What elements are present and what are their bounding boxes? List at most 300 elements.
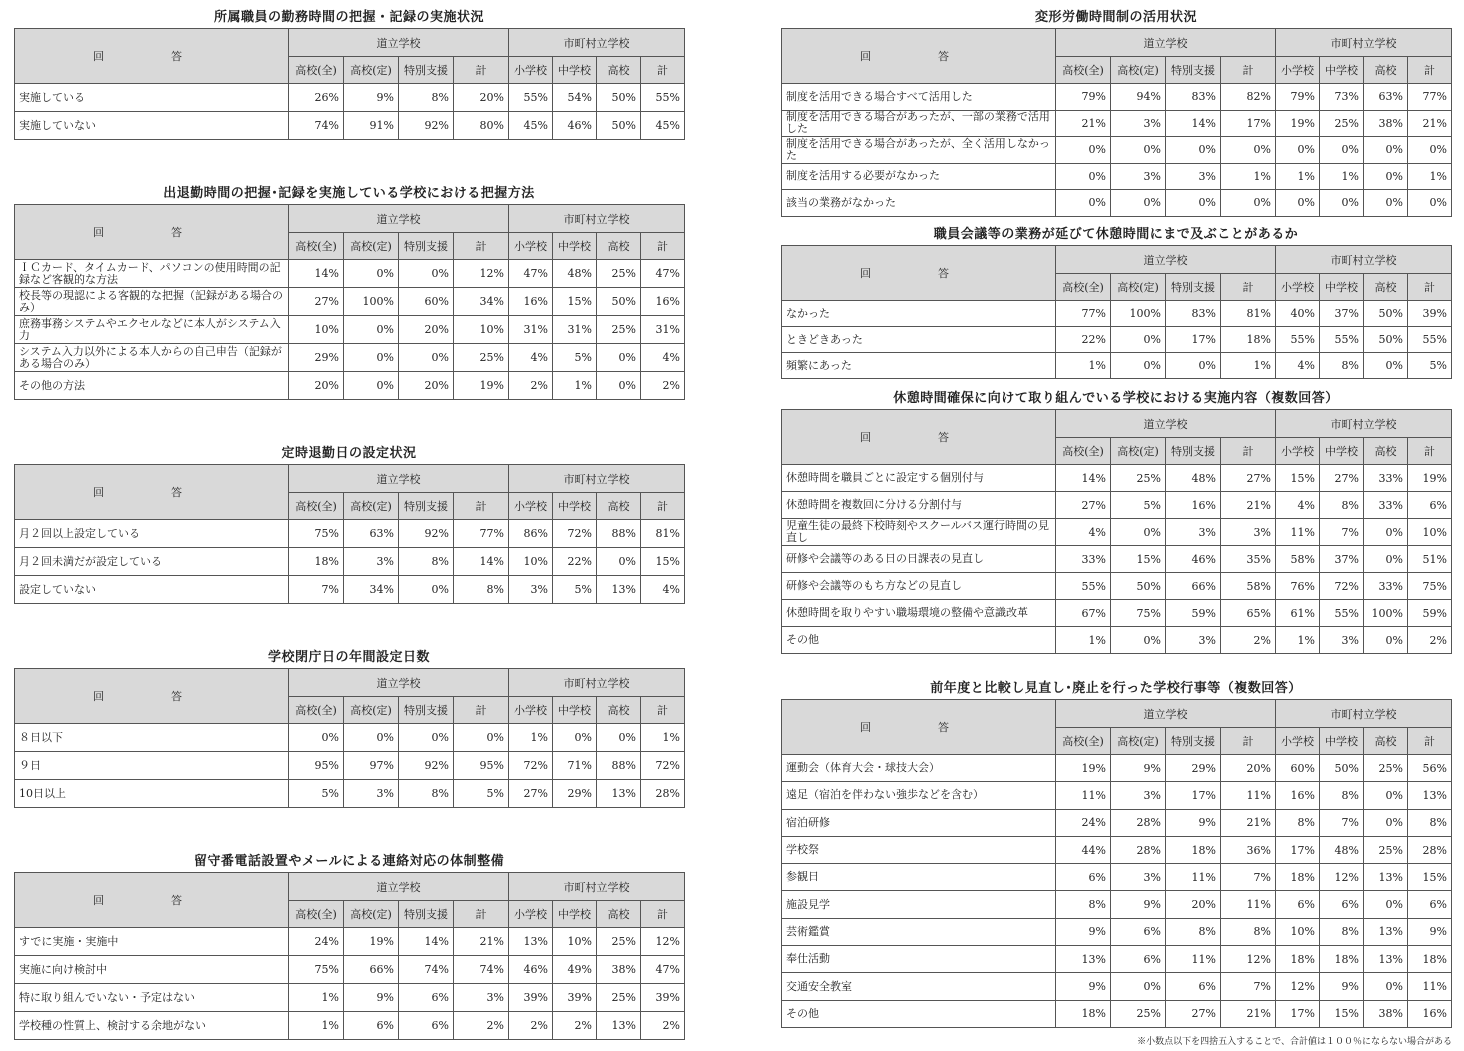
value-cell: 21% (1221, 1000, 1276, 1027)
value-cell: 49% (553, 956, 597, 984)
value-cell: 54% (553, 84, 597, 112)
section-flex-hours (781, 8, 1451, 217)
value-cell: 72% (509, 752, 553, 780)
column-header: 計 (1408, 274, 1452, 301)
value-cell: 25% (1111, 1000, 1166, 1027)
value-cell: 0% (399, 724, 454, 752)
value-cell: 11% (1166, 946, 1221, 973)
value-cell: 73% (1320, 84, 1364, 111)
value-cell: 47% (509, 260, 553, 288)
value-cell: 59% (1408, 600, 1452, 627)
value-cell: 83% (1166, 84, 1221, 111)
value-cell: 0% (553, 724, 597, 752)
value-cell: 2% (454, 1012, 509, 1040)
value-cell: 3% (1320, 627, 1364, 654)
value-cell: 63% (1364, 84, 1408, 111)
value-cell: 0% (399, 344, 454, 372)
row-label: 制度を活用する必要がなかった (782, 163, 1056, 190)
value-cell: 0% (1364, 627, 1408, 654)
value-cell: 6% (399, 1012, 454, 1040)
data-table (781, 28, 1452, 217)
header-row (782, 410, 1452, 438)
column-header: 計 (454, 233, 509, 260)
value-cell: 94% (1111, 84, 1166, 111)
value-cell: 18% (1276, 946, 1320, 973)
value-cell: 20% (399, 372, 454, 400)
value-cell: 37% (1320, 546, 1364, 573)
value-cell: 13% (1364, 946, 1408, 973)
value-cell: 8% (1320, 918, 1364, 945)
value-cell: 3% (344, 780, 399, 808)
value-cell: 44% (1056, 836, 1111, 863)
value-cell: 2% (641, 1012, 685, 1040)
value-cell: 6% (399, 984, 454, 1012)
value-cell: 46% (553, 112, 597, 140)
column-header: 高校(全) (1056, 728, 1111, 755)
row-label: その他 (782, 627, 1056, 654)
value-cell: 8% (1056, 891, 1111, 918)
group-header-prefectural: 道立学校 (289, 873, 509, 901)
value-cell: 65% (1221, 600, 1276, 627)
value-cell: 3% (1111, 110, 1166, 137)
value-cell: 10% (289, 316, 344, 344)
table-host (14, 204, 684, 400)
value-cell: 17% (1166, 327, 1221, 353)
value-cell: 16% (1276, 782, 1320, 809)
answer-header: 回 答 (15, 873, 289, 928)
data-table (781, 409, 1452, 654)
value-cell: 17% (1166, 782, 1221, 809)
value-cell: 18% (1056, 1000, 1111, 1027)
value-cell: 2% (509, 1012, 553, 1040)
value-cell: 67% (1056, 600, 1111, 627)
value-cell: 4% (641, 344, 685, 372)
column-header: 小学校 (1276, 57, 1320, 84)
value-cell: 55% (1408, 327, 1452, 353)
column-header: 計 (454, 697, 509, 724)
value-cell: 48% (553, 260, 597, 288)
column-header: 高校(定) (344, 697, 399, 724)
value-cell: 0% (1111, 137, 1166, 164)
column-header: 小学校 (1276, 438, 1320, 465)
row-label: 制度を活用できる場合すべて活用した (782, 84, 1056, 111)
table-row (15, 548, 685, 576)
section-title: 留守番電話設置やメールによる連絡対応の体制整備 (193, 854, 505, 869)
value-cell: 35% (1221, 546, 1276, 573)
value-cell: 11% (1166, 864, 1221, 891)
value-cell: 25% (1364, 836, 1408, 863)
column-header: 中学校 (1320, 274, 1364, 301)
value-cell: 50% (597, 288, 641, 316)
value-cell: 0% (1111, 190, 1166, 217)
value-cell: 28% (1111, 836, 1166, 863)
column-header: 特別支援 (399, 901, 454, 928)
row-label: すでに実施・実施中 (15, 928, 289, 956)
value-cell: 17% (1276, 836, 1320, 863)
value-cell: 14% (454, 548, 509, 576)
value-cell: 6% (1166, 973, 1221, 1000)
value-cell: 25% (597, 316, 641, 344)
value-cell: 74% (289, 112, 344, 140)
value-cell: 27% (1166, 1000, 1221, 1027)
value-cell: 0% (399, 260, 454, 288)
value-cell: 13% (1364, 918, 1408, 945)
section-break-overrun (781, 225, 1451, 379)
value-cell: 0% (1320, 190, 1364, 217)
value-cell: 19% (1276, 110, 1320, 137)
value-cell: 92% (399, 520, 454, 548)
group-header-municipal: 市町村立学校 (509, 873, 685, 901)
value-cell: 33% (1364, 492, 1408, 519)
value-cell: 19% (1056, 755, 1111, 782)
value-cell: 21% (454, 928, 509, 956)
table-row (782, 353, 1452, 379)
value-cell: 25% (597, 984, 641, 1012)
header-row (15, 205, 685, 233)
value-cell: 13% (597, 1012, 641, 1040)
value-cell: 19% (344, 928, 399, 956)
row-label: 実施に向け検討中 (15, 956, 289, 984)
section-answering-machine (14, 852, 684, 1040)
table-row (782, 573, 1452, 600)
column-header: 中学校 (553, 901, 597, 928)
value-cell: 10% (553, 928, 597, 956)
column-header: 小学校 (509, 233, 553, 260)
section-teiji-day (14, 444, 684, 604)
value-cell: 4% (1056, 519, 1111, 546)
row-label: 月２回未満だが設定している (15, 548, 289, 576)
value-cell: 63% (344, 520, 399, 548)
column-header: 特別支援 (399, 697, 454, 724)
value-cell: 34% (344, 576, 399, 604)
column-header: 計 (1408, 438, 1452, 465)
footnote: ※小数点以下を四捨五入することで、合計値は１００％にならない場合がある (1137, 1037, 1452, 1047)
value-cell: 5% (1408, 353, 1452, 379)
value-cell: 1% (1276, 627, 1320, 654)
value-cell: 77% (454, 520, 509, 548)
value-cell: 0% (1056, 137, 1111, 164)
value-cell: 47% (641, 260, 685, 288)
group-header-prefectural: 道立学校 (289, 669, 509, 697)
table-row (15, 316, 685, 344)
value-cell: 12% (1320, 864, 1364, 891)
header-row (782, 700, 1452, 728)
value-cell: 0% (1364, 519, 1408, 546)
value-cell: 28% (1408, 836, 1452, 863)
value-cell: 18% (1166, 836, 1221, 863)
value-cell: 29% (1166, 755, 1221, 782)
value-cell: 5% (454, 780, 509, 808)
value-cell: 45% (509, 112, 553, 140)
column-header: 高校(定) (1111, 57, 1166, 84)
value-cell: 2% (641, 372, 685, 400)
value-cell: 2% (509, 372, 553, 400)
column-header: 小学校 (509, 697, 553, 724)
table-row (15, 260, 685, 288)
row-label: 交通安全教室 (782, 973, 1056, 1000)
value-cell: 0% (344, 260, 399, 288)
value-cell: 22% (1056, 327, 1111, 353)
table-host (14, 872, 684, 1040)
value-cell: 56% (1408, 755, 1452, 782)
section-record-method (14, 184, 684, 400)
value-cell: 0% (344, 724, 399, 752)
value-cell: 55% (509, 84, 553, 112)
row-label: 校長等の現認による客観的な把握（記録がある場合のみ） (15, 288, 289, 316)
value-cell: 45% (641, 112, 685, 140)
value-cell: 14% (1166, 110, 1221, 137)
value-cell: 7% (1320, 519, 1364, 546)
value-cell: 0% (1364, 891, 1408, 918)
value-cell: 100% (1364, 600, 1408, 627)
group-header-prefectural: 道立学校 (289, 465, 509, 493)
value-cell: 39% (553, 984, 597, 1012)
value-cell: 25% (597, 928, 641, 956)
column-header: 高校(全) (289, 697, 344, 724)
table-row (15, 752, 685, 780)
row-label: その他の方法 (15, 372, 289, 400)
value-cell: 12% (454, 260, 509, 288)
value-cell: 71% (553, 752, 597, 780)
column-header: 計 (641, 57, 685, 84)
value-cell: 91% (344, 112, 399, 140)
column-header: 高校(全) (289, 233, 344, 260)
row-label: 制度を活用できる場合があったが、一部の業務で活用した (782, 110, 1056, 137)
value-cell: 0% (1056, 163, 1111, 190)
value-cell: 17% (1276, 1000, 1320, 1027)
value-cell: 22% (553, 548, 597, 576)
value-cell: 46% (1166, 546, 1221, 573)
value-cell: 1% (641, 724, 685, 752)
value-cell: 21% (1221, 492, 1276, 519)
value-cell: 5% (1111, 492, 1166, 519)
value-cell: 8% (454, 576, 509, 604)
group-header-prefectural: 道立学校 (1056, 700, 1276, 728)
table-host (14, 28, 684, 140)
value-cell: 61% (1276, 600, 1320, 627)
header-row (15, 465, 685, 493)
value-cell: 25% (1364, 755, 1408, 782)
value-cell: 20% (399, 316, 454, 344)
value-cell: 26% (289, 84, 344, 112)
column-header: 小学校 (1276, 728, 1320, 755)
value-cell: 27% (1320, 465, 1364, 492)
value-cell: 0% (399, 576, 454, 604)
section-title: 変形労働時間制の活用状況 (1034, 10, 1197, 25)
column-header: 計 (1221, 57, 1276, 84)
value-cell: 6% (1408, 492, 1452, 519)
value-cell: 0% (1276, 137, 1320, 164)
section-title: 前年度と比較し見直し･廃止を行った学校行事等（複数回答） (930, 681, 1302, 696)
row-label: 月２回以上設定している (15, 520, 289, 548)
column-header: 小学校 (509, 901, 553, 928)
value-cell: 9% (1111, 891, 1166, 918)
value-cell: 28% (1111, 809, 1166, 836)
answer-header: 回 答 (782, 700, 1056, 755)
table-row (782, 110, 1452, 137)
value-cell: 0% (1364, 809, 1408, 836)
value-cell: 24% (289, 928, 344, 956)
value-cell: 77% (1408, 84, 1452, 111)
row-label: 児童生徒の最終下校時刻やスクールバス運行時間の見直し (782, 519, 1056, 546)
table-row (15, 84, 685, 112)
row-label: 遠足（宿泊を伴わない強歩などを含む） (782, 782, 1056, 809)
value-cell: 21% (1056, 110, 1111, 137)
column-header: 特別支援 (399, 233, 454, 260)
value-cell: 9% (344, 84, 399, 112)
value-cell: 0% (597, 372, 641, 400)
group-header-prefectural: 道立学校 (1056, 410, 1276, 438)
column-header: 高校 (1364, 274, 1408, 301)
table-row (782, 782, 1452, 809)
data-table (781, 699, 1452, 1028)
column-header: 計 (641, 493, 685, 520)
table-row (782, 600, 1452, 627)
row-label: 芸術鑑賞 (782, 918, 1056, 945)
column-header: 中学校 (1320, 438, 1364, 465)
value-cell: 6% (1320, 891, 1364, 918)
value-cell: 1% (553, 372, 597, 400)
column-header: 高校 (1364, 438, 1408, 465)
value-cell: 33% (1056, 546, 1111, 573)
section-title: 出退勤時間の把握･記録を実施している学校における把握方法 (163, 186, 535, 201)
value-cell: 13% (597, 780, 641, 808)
value-cell: 0% (1111, 973, 1166, 1000)
table-row (15, 576, 685, 604)
data-table (14, 872, 685, 1040)
value-cell: 0% (1276, 190, 1320, 217)
value-cell: 25% (1111, 465, 1166, 492)
column-header: 計 (1408, 728, 1452, 755)
row-label: 休憩時間を職員ごとに設定する個別付与 (782, 465, 1056, 492)
value-cell: 79% (1056, 84, 1111, 111)
value-cell: 33% (1364, 465, 1408, 492)
value-cell: 81% (1221, 301, 1276, 327)
table-host (781, 245, 1451, 379)
table-row (782, 190, 1452, 217)
table-row (782, 864, 1452, 891)
value-cell: 7% (289, 576, 344, 604)
column-header: 高校 (597, 901, 641, 928)
value-cell: 8% (1221, 918, 1276, 945)
value-cell: 2% (553, 1012, 597, 1040)
value-cell: 16% (509, 288, 553, 316)
value-cell: 0% (1408, 190, 1452, 217)
value-cell: 86% (509, 520, 553, 548)
column-header: 計 (454, 901, 509, 928)
value-cell: 8% (1408, 809, 1452, 836)
value-cell: 24% (1056, 809, 1111, 836)
table-row (15, 372, 685, 400)
row-label: 施設見学 (782, 891, 1056, 918)
section-title: 職員会議等の業務が延びて休憩時間にまで及ぶことがあるか (933, 227, 1299, 242)
table-row (15, 520, 685, 548)
value-cell: 72% (641, 752, 685, 780)
value-cell: 6% (1056, 864, 1111, 891)
value-cell: 14% (399, 928, 454, 956)
value-cell: 3% (1166, 627, 1221, 654)
group-header-prefectural: 道立学校 (289, 29, 509, 57)
table-row (782, 327, 1452, 353)
table-row (782, 918, 1452, 945)
column-header: 計 (641, 233, 685, 260)
value-cell: 50% (1364, 301, 1408, 327)
value-cell: 10% (509, 548, 553, 576)
data-table (781, 245, 1452, 379)
column-header: 高校(定) (344, 901, 399, 928)
value-cell: 58% (1276, 546, 1320, 573)
value-cell: 16% (1166, 492, 1221, 519)
row-label: 奉仕活動 (782, 946, 1056, 973)
answer-header: 回 答 (15, 465, 289, 520)
value-cell: 18% (289, 548, 344, 576)
value-cell: 13% (509, 928, 553, 956)
value-cell: 74% (399, 956, 454, 984)
data-table (14, 28, 685, 140)
value-cell: 0% (289, 724, 344, 752)
section-attendance-record (14, 8, 684, 140)
value-cell: 13% (1408, 782, 1452, 809)
value-cell: 1% (1320, 163, 1364, 190)
section-title: 所属職員の勤務時間の把握・記録の実施状況 (213, 10, 484, 25)
row-label: ８日以下 (15, 724, 289, 752)
value-cell: 16% (1408, 1000, 1452, 1027)
row-label: 10日以上 (15, 780, 289, 808)
value-cell: 1% (509, 724, 553, 752)
column-header: 特別支援 (399, 57, 454, 84)
value-cell: 8% (1276, 809, 1320, 836)
value-cell: 13% (1056, 946, 1111, 973)
value-cell: 40% (1276, 301, 1320, 327)
value-cell: 82% (1221, 84, 1276, 111)
value-cell: 3% (509, 576, 553, 604)
value-cell: 51% (1408, 546, 1452, 573)
column-header: 高校(定) (1111, 438, 1166, 465)
value-cell: 92% (399, 112, 454, 140)
row-label: 該当の業務がなかった (782, 190, 1056, 217)
table-row (782, 1000, 1452, 1027)
column-header: 特別支援 (1166, 728, 1221, 755)
value-cell: 55% (641, 84, 685, 112)
column-header: 中学校 (553, 697, 597, 724)
value-cell: 25% (597, 260, 641, 288)
value-cell: 11% (1056, 782, 1111, 809)
section-events-review (781, 679, 1451, 1028)
value-cell: 9% (1056, 918, 1111, 945)
value-cell: 4% (641, 576, 685, 604)
column-header: 特別支援 (1166, 57, 1221, 84)
value-cell: 83% (1166, 301, 1221, 327)
value-cell: 0% (344, 316, 399, 344)
data-table (14, 204, 685, 400)
value-cell: 2% (1408, 627, 1452, 654)
column-header: 計 (454, 57, 509, 84)
value-cell: 3% (1166, 519, 1221, 546)
value-cell: 38% (597, 956, 641, 984)
table-row (782, 492, 1452, 519)
table-row (782, 519, 1452, 546)
value-cell: 55% (1056, 573, 1111, 600)
value-cell: 7% (1221, 973, 1276, 1000)
row-label: 休憩時間を複数回に分ける分割付与 (782, 492, 1056, 519)
value-cell: 9% (344, 984, 399, 1012)
value-cell: 9% (1408, 918, 1452, 945)
value-cell: 75% (1408, 573, 1452, 600)
value-cell: 5% (289, 780, 344, 808)
value-cell: 0% (1364, 546, 1408, 573)
value-cell: 31% (553, 316, 597, 344)
value-cell: 3% (344, 548, 399, 576)
